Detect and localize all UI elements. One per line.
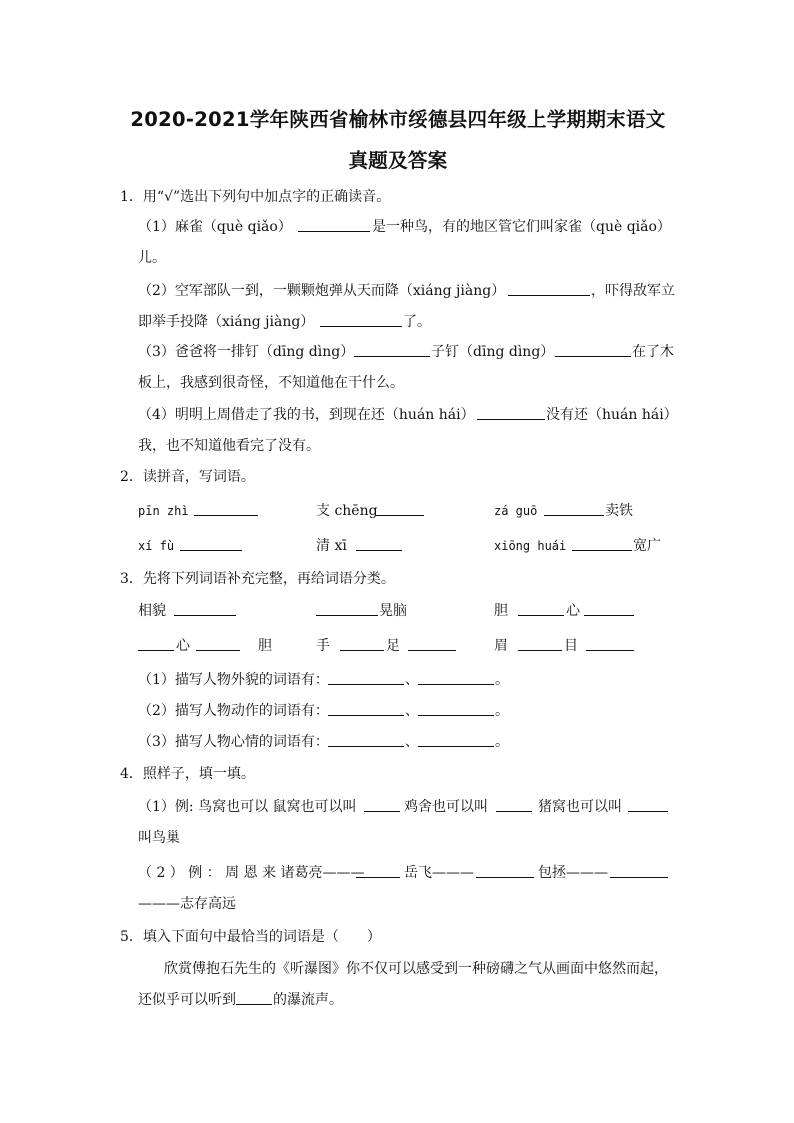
q3-r2c1-word-b: 胆 (258, 638, 272, 654)
q3-sort1 (0, 669, 794, 691)
q5-passage-text-2a: 还似乎可以听到 (138, 992, 236, 1008)
q3-sort1-sep: 、 (405, 672, 419, 688)
q3-r1c1-word: 相貌 (138, 603, 166, 619)
q2-r1c3-suffix: 卖铁 (605, 503, 633, 519)
q1-item4-text-a: （4）明明上周借走了我的书，到现在还（huán hái） (138, 407, 475, 423)
q2-row1 (0, 500, 794, 522)
q1-item4-line2 (0, 435, 794, 457)
q4-ex2-line2 (0, 893, 794, 915)
q3-row1 (0, 600, 794, 622)
q3-r2c1-blank1[interactable] (138, 635, 174, 651)
q3-r2c3-word-b: 目 (564, 638, 578, 654)
q1-item2-text-b: ，吓得敌军立 (591, 283, 675, 299)
q3-sort1-label: （1）描写人物外貌的词语有： (138, 672, 329, 688)
q4-ex1-blank2[interactable] (496, 796, 532, 812)
q1-item2-line2 (0, 311, 794, 333)
q4-ex2-text-c: 包拯——— (538, 865, 608, 881)
q3-r2c2-word-a: 手 (316, 638, 330, 654)
q1-item1-text-a: （1）麻雀（què qiǎo） (138, 219, 292, 235)
q1-item3-text-a: （3）爸爸将一排钉（dīng dìng） (138, 344, 355, 360)
q1-item3-text-c: 在了木 (632, 344, 674, 360)
q5-passage-text-2b: 的瀑流声。 (273, 992, 343, 1008)
q1-item3-text-b: 子钉（dīng dìng） (431, 344, 555, 360)
q4-ex1-text-b: 鸡舍也可以叫 (404, 799, 488, 815)
q2-r2c2-blank[interactable] (356, 535, 402, 551)
q2-r2c1-pinyin: xí fù (138, 539, 175, 553)
q2-r1c2-pinyin: 支 chēng (316, 503, 378, 519)
q1-item3-blank2[interactable] (555, 341, 631, 357)
q3-stem-line (0, 568, 794, 590)
q4-ex2-text-a: （ 2 ） 例 ： 周 恩 来 诸葛亮——— (138, 865, 365, 881)
q1-stem-line (0, 186, 794, 208)
q3-sort3-blank2[interactable] (418, 731, 494, 747)
q3-sort1-blank1[interactable] (328, 669, 404, 685)
q3-stem: 3．先将下列词语补充完整，再给词语分类。 (120, 571, 395, 587)
q1-item3-line2 (0, 372, 794, 394)
q5-passage-line2 (0, 989, 794, 1011)
q5-blank[interactable] (236, 989, 272, 1005)
q4-ex2-blank1[interactable] (356, 862, 400, 878)
q4-ex1-text-d: 叫鸟巢 (138, 830, 180, 846)
q4-stem: 4．照样子，填一填。 (120, 766, 255, 782)
q4-ex1-line (0, 796, 794, 818)
q2-stem-line (0, 466, 794, 488)
q3-r1c3-word-b: 心 (566, 603, 580, 619)
q3-r2c1-blank2[interactable] (196, 635, 240, 651)
q3-sort2-blank2[interactable] (418, 700, 494, 716)
q3-sort3-sep: 、 (405, 734, 419, 750)
q4-ex1-text-c: 猪窝也可以叫 (538, 799, 622, 815)
q3-row2 (0, 635, 794, 657)
q3-sort3-blank1[interactable] (328, 731, 404, 747)
q3-sort2 (0, 700, 794, 722)
q2-r1c3-blank[interactable] (544, 500, 604, 516)
q1-item4-blank[interactable] (477, 404, 545, 420)
q3-sort1-end: 。 (495, 672, 509, 688)
q1-item1-line2 (0, 247, 794, 269)
page-title-line1: 2020-2021学年陕西省榆林市绥德县四年级上学期期末语文 (130, 108, 666, 131)
q4-ex2-text-d: ———志存高远 (138, 896, 236, 912)
q3-sort1-blank2[interactable] (418, 669, 494, 685)
q4-ex2-blank2[interactable] (476, 862, 534, 878)
q3-r1c2-word: 晃脑 (379, 603, 407, 619)
q3-r1c3-word-a: 胆 (494, 603, 508, 619)
q2-r1c2-blank[interactable] (376, 500, 424, 516)
q3-r2c2-blank1[interactable] (340, 635, 384, 651)
q3-r1c1-blank[interactable] (174, 600, 236, 616)
q1-item2-line (0, 280, 794, 302)
q5-stem: 5．填入下面句中最恰当的词语是（ ） (120, 929, 381, 945)
q3-r2c1-word-a: 心 (176, 638, 190, 654)
q4-ex1-text-a: （1）例: 鸟窝也可以 鼠窝也可以叫 (138, 799, 357, 815)
q2-stem: 2．读拼音，写词语。 (120, 469, 255, 485)
q2-r2c2-pinyin: 清 xī (316, 538, 347, 554)
q1-item2-text-d: 了。 (403, 314, 431, 330)
q1-item1-text-b: 是一种鸟，有的地区管它们叫家雀（què qiǎo） (372, 219, 671, 235)
q4-ex1-line2 (0, 827, 794, 849)
q3-sort3 (0, 731, 794, 753)
q1-item3-text-d: 板上，我感到很奇怪，不知道他在干什么。 (138, 375, 404, 391)
q3-sort2-sep: 、 (405, 703, 419, 719)
q2-row2 (0, 535, 794, 557)
q2-r2c3-pinyin: xiōng huái (494, 539, 567, 553)
q3-sort3-label: （3）描写人物心情的词语有： (138, 734, 329, 750)
q1-stem: 1．用“√”选出下列句中加点字的正确读音。 (120, 189, 391, 205)
q2-r1c3-pinyin: zá guō (494, 504, 538, 518)
q1-item4-text-c: 我，也不知道他看完了没有。 (138, 438, 320, 454)
q3-r2c3-blank1[interactable] (518, 635, 562, 651)
q5-passage-text-1: 欣赏傅抱石先生的《听瀑图》你不仅可以感受到一种磅礴之气从画面中悠然而起， (164, 961, 668, 977)
q1-item3-blank1[interactable] (354, 341, 430, 357)
q4-ex2-blank3[interactable] (610, 862, 668, 878)
q3-sort3-end: 。 (495, 734, 509, 750)
q1-item3-line (0, 341, 794, 363)
q2-r1c1-pinyin: pīn zhì (138, 504, 189, 518)
q3-r2c3-word-a: 眉 (494, 638, 508, 654)
q1-item2-text-a: （2）空军部队一到，一颗颗炮弹从天而降（xiáng jiàng） (138, 283, 506, 299)
q5-stem-line (0, 926, 794, 948)
q4-stem-line (0, 763, 794, 785)
q3-sort2-blank1[interactable] (328, 700, 404, 716)
q3-sort2-end: 。 (495, 703, 509, 719)
q4-ex1-blank1[interactable] (364, 796, 400, 812)
q1-item4-line (0, 404, 794, 426)
q4-ex2-line (0, 862, 794, 884)
q4-ex2-text-b: 岳飞——— (404, 865, 474, 881)
q1-item1-line (0, 216, 794, 238)
q3-sort2-label: （2）描写人物动作的词语有： (138, 703, 329, 719)
page-title-line2: 真题及答案 (348, 149, 448, 172)
q2-r1c1-blank[interactable] (194, 500, 258, 516)
q1-item1-blank[interactable] (298, 216, 370, 232)
q2-r2c3-blank[interactable] (572, 535, 632, 551)
q1-item2-blank2[interactable] (320, 311, 402, 327)
q1-item4-text-b: 没有还（huán hái） (546, 407, 678, 423)
q3-r1c3-blank2[interactable] (584, 600, 634, 616)
q4-ex1-blank3[interactable] (628, 796, 668, 812)
q3-r1c3-blank1[interactable] (518, 600, 564, 616)
q3-r2c2-blank2[interactable] (408, 635, 456, 651)
q2-r2c1-blank[interactable] (180, 535, 242, 551)
q1-item2-text-c: 即举手投降（xiáng jiàng） (138, 314, 315, 330)
q3-r1c2-blank[interactable] (316, 600, 378, 616)
q5-passage-line1 (0, 958, 794, 980)
q3-r2c2-word-b: 足 (386, 638, 400, 654)
q2-r2c3-suffix: 宽广 (633, 538, 661, 554)
q1-item1-text-c: 儿。 (138, 250, 166, 266)
q1-item2-blank1[interactable] (508, 280, 590, 296)
q3-r2c3-blank2[interactable] (586, 635, 634, 651)
